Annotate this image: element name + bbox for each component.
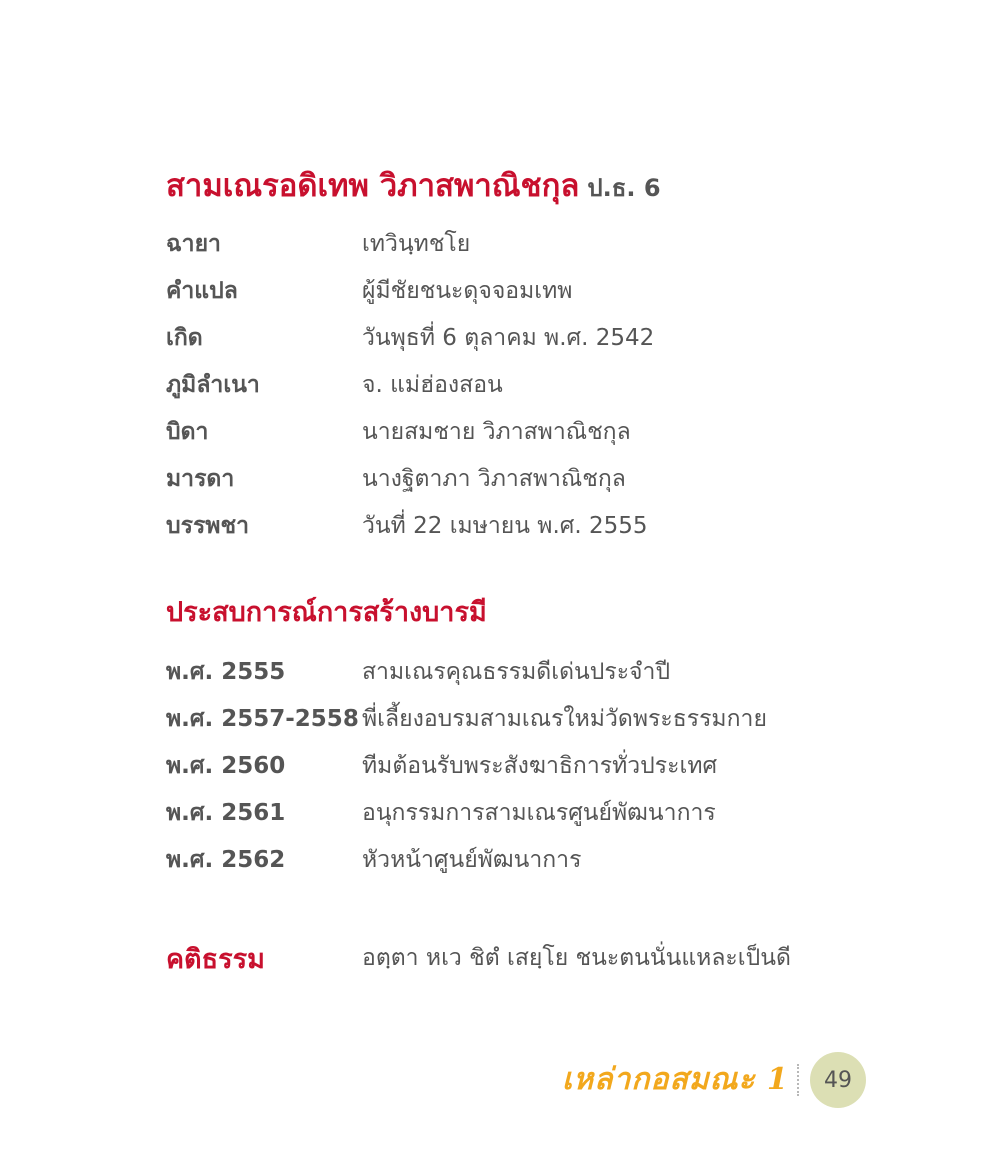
field-value: วันพุธที่ 6 ตุลาคม พ.ศ. 2542 [362,325,655,351]
degree-badge: ป.ธ. 6 [587,174,661,202]
experience-heading: ประสบการณ์การสร้างบารมี [166,597,487,628]
experience-row [166,840,581,880]
field-label: คำแปล [166,278,238,304]
profile-row [166,271,572,311]
experience-text: ทีมต้อนรับพระสังฆาธิการทั่วประเทศ [362,753,718,779]
series-logo: เหล่ากอสมณะ 1 [562,1062,789,1097]
field-label: บิดา [166,419,209,445]
field-label: ภูมิลำเนา [166,372,260,398]
experience-year: พ.ศ. 2557-2558 [166,706,359,732]
experience-year: พ.ศ. 2561 [166,800,286,826]
profile-row [166,365,503,405]
experience-text: หัวหน้าศูนย์พัฒนาการ [362,847,582,873]
experience-row [166,652,670,692]
experience-year: พ.ศ. 2560 [166,753,286,779]
experience-text: พี่เลี้ยงอบรมสามเณรใหม่วัดพระธรรมกาย [362,706,767,732]
novice-name: สามเณรอดิเทพ วิภาสพาณิชกุล [166,168,580,204]
field-label: เกิด [166,325,203,351]
field-value: นางฐิตาภา วิภาสพาณิชกุล [362,466,626,492]
experience-text: อนุกรรมการสามเณรศูนย์พัฒนาการ [362,800,716,826]
experience-year: พ.ศ. 2555 [166,659,286,685]
field-label: บรรพชา [166,513,249,539]
field-value: นายสมชาย วิภาสพาณิชกุล [362,419,631,445]
field-value: จ. แม่ฮ่องสอน [362,372,503,398]
field-value: วันที่ 22 เมษายน พ.ศ. 2555 [362,513,648,539]
profile-row [166,459,626,499]
profile-row [166,318,654,358]
field-label: ฉายา [166,231,221,257]
field-value: ผู้มีชัยชนะดุจจอมเทพ [362,278,573,304]
motto-label: คติธรรม [166,943,265,975]
experience-row [166,746,717,786]
page-number: 49 [824,1067,852,1093]
page-number-badge [810,1052,866,1108]
field-label: มารดา [166,466,235,492]
profile-row [166,412,631,452]
field-value: เทวินฺทชโย [362,231,471,257]
profile-row [166,506,648,546]
experience-text: สามเณรคุณธรรมดีเด่นประจำปี [362,659,671,685]
experience-row [166,699,767,739]
experience-year: พ.ศ. 2562 [166,847,286,873]
experience-row [166,793,716,833]
page-title [166,160,661,210]
motto-text: อตฺตา หเว ชิตํ เสยฺโย ชนะตนนั่นแหละเป็นดี [362,945,791,971]
motto-row [166,938,791,978]
footer-divider [797,1064,799,1096]
profile-row [166,224,470,264]
